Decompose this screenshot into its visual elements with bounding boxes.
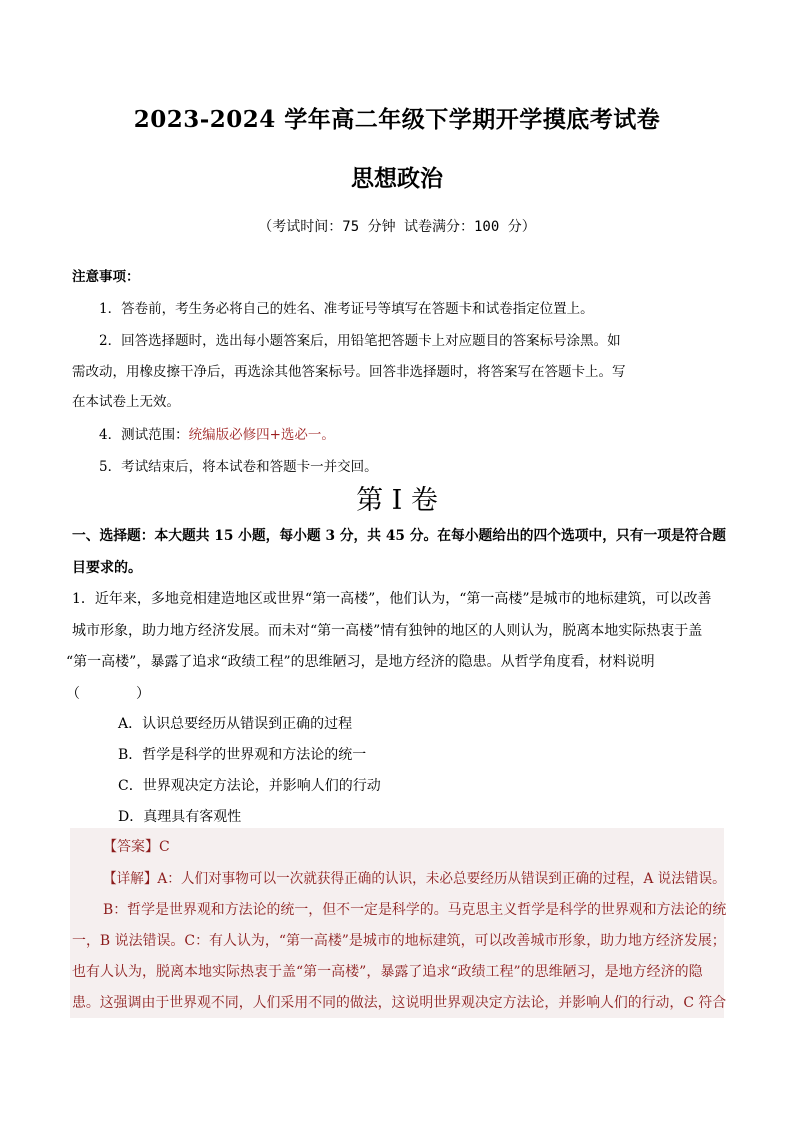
option-a: A．认识总要经历从错误到正确的过程 xyxy=(118,716,353,732)
detail-line-3: 一，B 说法错误。C：有人认为，“第一高楼”是城市的地标建筑，可以改善城市形象，助力地方经济发展； xyxy=(72,933,726,949)
answer-line: 【答案】C xyxy=(103,839,170,855)
notice-item-2-line-3: 在本试卷上无效。 xyxy=(72,394,180,410)
notice-item-2-line-1: 2．回答选择题时，选出每小题答案后，用铅笔把答题卡上对应题目的答案标号涂黑。如 xyxy=(99,333,621,349)
answer-value: C xyxy=(159,839,170,855)
notice-heading: 注意事项： xyxy=(72,269,140,285)
notice-item-1: 1．答卷前，考生务必将自己的姓名、准考证号等填写在答题卡和试卷指定位置上。 xyxy=(99,301,594,317)
question-1-line-3: “第一高楼”，暴露了追求“政绩工程”的思维陋习，是地方经济的隐患。从哲学角度看，材料说明 xyxy=(66,654,655,670)
detail-line-5: 患。这强调由于世界观不同，人们采用不同的做法，这说明世界观决定方法论，并影响人们的行动，C 符合 xyxy=(72,995,727,1011)
notice-item-2-line-2: 需改动，用橡皮擦干净后，再选涂其他答案标号。回答非选择题时，将答案写在答题卡上。写 xyxy=(72,364,626,380)
section-instructions-line-1: 一、选择题：本大题共 15 小题，每小题 3 分，共 45 分。在每小题给出的四个选项中，只有一项是符合题 xyxy=(72,528,726,544)
exam-info: （考试时间：75 分钟 试卷满分：100 分） xyxy=(258,219,536,235)
notice-item-5: 5．考试结束后，将本试卷和答题卡一并交回。 xyxy=(99,459,378,475)
option-c: C．世界观决定方法论，并影响人们的行动 xyxy=(118,778,381,794)
option-d: D．真理具有客观性 xyxy=(118,809,242,825)
subject-title: 思想政治 xyxy=(351,165,443,192)
answer-panel xyxy=(70,828,727,1018)
section-instructions-line-2: 目要求的。 xyxy=(72,560,142,576)
exam-title: 2023-2024 学年高二年级下学期开学摸底考试卷 xyxy=(133,106,661,133)
section-title: 第 I 卷 xyxy=(356,485,438,516)
option-b: B．哲学是科学的世界观和方法论的统一 xyxy=(118,747,367,763)
answer-blank: （ ） xyxy=(66,686,150,702)
detail-line-2: B：哲学是世界观和方法论的统一，但不一定是科学的。马克思主义哲学是科学的世界观和方法论的统 xyxy=(103,902,727,918)
notice-item-4: 4．测试范围：统编版必修四+选必一。 xyxy=(99,427,335,443)
question-1-line-2: 城市形象，助力地方经济发展。而未对“第一高楼”情有独钟的地区的人则认为，脱离本地实际热衷于盖 xyxy=(72,623,703,639)
detail-line-4: 也有人认为，脱离本地实际热衷于盖“第一高楼”，暴露了追求“政绩工程”的思维陋习，是地方经济的隐 xyxy=(72,964,703,980)
question-1-line-1: 1．近年来，多地竞相建造地区或世界“第一高楼”，他们认为，“第一高楼”是城市的地标建筑，可以改善 xyxy=(72,591,712,607)
test-scope: 统编版必修四+选必一。 xyxy=(188,427,335,443)
detail-line-1: 【详解】A：人们对事物可以一次就获得正确的认识，未必总要经历从错误到正确的过程，A 说法错误。 xyxy=(103,871,726,887)
